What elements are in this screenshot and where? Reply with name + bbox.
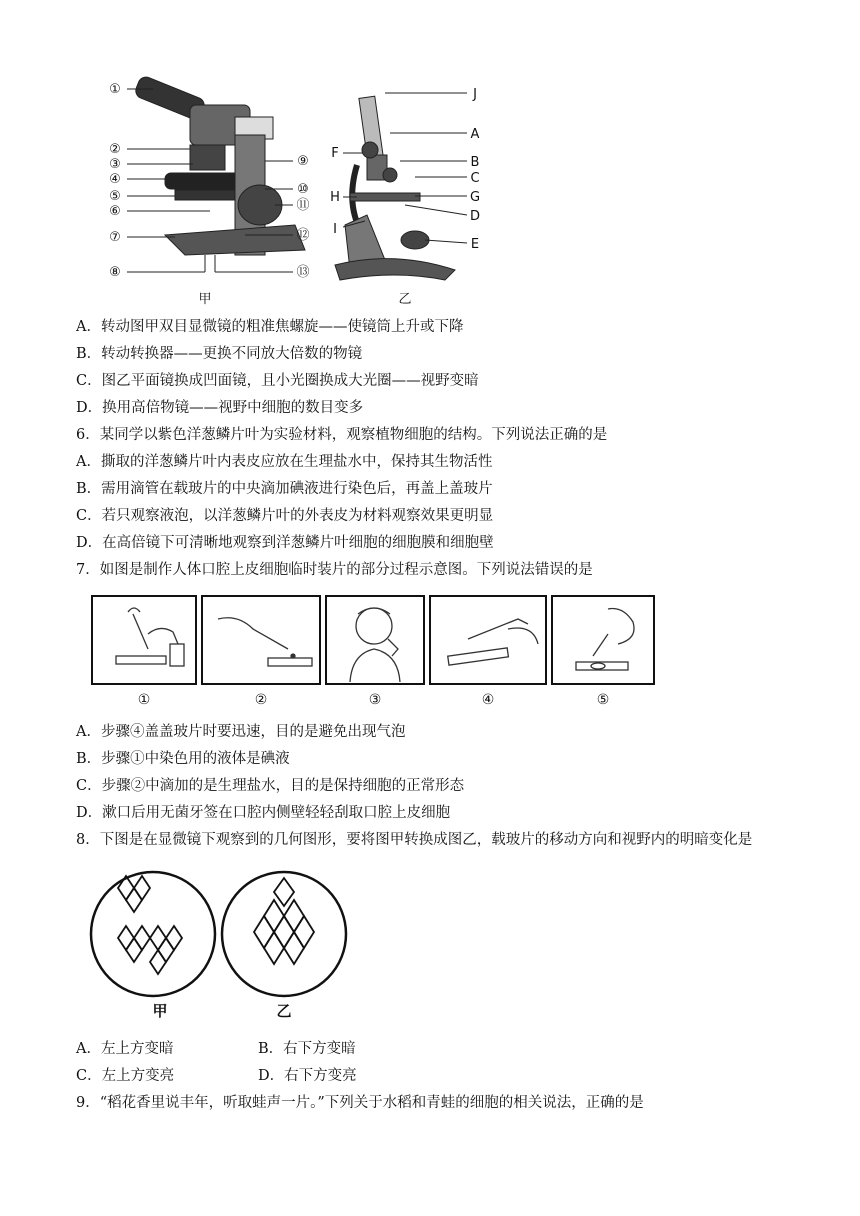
caption-yi: 乙	[398, 292, 412, 307]
label-jia-11: ⑪	[296, 198, 310, 213]
caption-field-jia: 甲	[152, 1002, 168, 1020]
q7-option-d: D．漱口后用无菌牙签在口腔内侧壁轻轻刮取口腔上皮细胞	[76, 805, 451, 821]
label-yi-I: I	[333, 222, 337, 237]
slide-procedure-figure	[88, 594, 660, 710]
field-yi-circle	[222, 872, 346, 996]
label-jia-4: ④	[109, 172, 121, 187]
label-yi-F: F	[331, 146, 339, 161]
field-of-view-diagram	[88, 860, 368, 1025]
q8-stem: 8．下图是在显微镜下观察到的几何图形，要将图甲转换成图乙，载玻片的移动方向和视野内的明暗变化是	[76, 832, 753, 848]
q8-option-b: B．右下方变暗	[258, 1041, 356, 1057]
q9-stem: 9．“稻花香里说丰年，听取蛙声一片。”下列关于水稻和青蛙的细胞的相关说法，正确的是	[76, 1095, 644, 1111]
q6-option-c: C．若只观察液泡，以洋葱鳞片叶的外表皮为材料观察效果更明显	[76, 508, 494, 524]
label-yi-G: G	[469, 190, 481, 205]
q6-option-d: D．在高倍镜下可清晰地观察到洋葱鳞片叶细胞的细胞膜和细胞壁	[76, 535, 494, 551]
q7-option-b: B．步骤①中染色用的液体是碘液	[76, 751, 290, 767]
microscope-yi-drawing	[335, 96, 455, 280]
label-yi-C: C	[470, 171, 480, 186]
q6-option-a: A．撕取的洋葱鳞片叶内表皮应放在生理盐水中，保持其生物活性	[76, 454, 493, 470]
q8-option-a: A．左上方变暗	[76, 1041, 174, 1057]
label-jia-9: ⑨	[297, 154, 309, 169]
caption-jia: 甲	[198, 292, 212, 307]
label-yi-J: J	[473, 87, 477, 102]
label-yi-D: D	[469, 209, 481, 224]
label-jia-12: ⑫	[296, 228, 310, 243]
label-jia-8: ⑧	[109, 265, 121, 280]
label-jia-3: ③	[109, 157, 121, 172]
step-5-label: ⑤	[596, 692, 610, 708]
microscope-figure	[95, 75, 505, 310]
q8-option-d: D．右下方变亮	[258, 1068, 357, 1084]
slide-procedure-diagram	[88, 594, 660, 710]
q5-option-b: B．转动转换器——更换不同放大倍数的物镜	[76, 346, 363, 362]
label-jia-1: ①	[109, 82, 121, 97]
step-5-panel	[552, 596, 654, 684]
q5-option-d: D．换用高倍物镜——视野中细胞的数目变多	[76, 400, 364, 416]
q5-option-a: A．转动图甲双目显微镜的粗准焦螺旋——使镜筒上升或下降	[76, 319, 464, 335]
step-2-label: ②	[254, 692, 268, 708]
label-jia-2: ②	[109, 142, 121, 157]
label-jia-7: ⑦	[109, 230, 121, 245]
label-jia-10: ⑩	[297, 182, 309, 197]
step-4-label: ④	[481, 692, 495, 708]
q8-option-c: C．左上方变亮	[76, 1068, 175, 1084]
field-of-view-figure	[88, 860, 368, 1025]
label-yi-A: A	[470, 127, 480, 142]
step-4-panel	[430, 596, 546, 684]
step-2-panel	[202, 596, 320, 684]
step-1-label: ①	[137, 692, 151, 708]
microscope-diagram	[95, 75, 505, 310]
hexagons-jia	[118, 876, 182, 974]
q5-option-c: C．图乙平面镜换成凹面镜，且小光圈换成大光圈——视野变暗	[76, 373, 479, 389]
hexagons-yi	[254, 878, 314, 964]
q6-stem: 6．某同学以紫色洋葱鳞片叶为实验材料，观察植物细胞的结构。下列说法正确的是	[76, 427, 608, 443]
caption-field-yi: 乙	[276, 1002, 292, 1020]
step-3-panel	[326, 596, 424, 684]
label-yi-B: B	[470, 155, 480, 170]
q7-stem: 7．如图是制作人体口腔上皮细胞临时装片的部分过程示意图。下列说法错误的是	[76, 562, 593, 578]
label-jia-6: ⑥	[109, 204, 121, 219]
microscope-jia-drawing	[133, 75, 305, 255]
label-jia-5: ⑤	[109, 189, 121, 204]
q7-option-c: C．步骤②中滴加的是生理盐水，目的是保持细胞的正常形态	[76, 778, 465, 794]
label-yi-H: H	[330, 190, 340, 205]
step-3-label: ③	[368, 692, 382, 708]
q7-option-a: A．步骤④盖盖玻片时要迅速，目的是避免出现气泡	[76, 724, 406, 740]
label-jia-13: ⑬	[296, 265, 310, 280]
label-yi-E: E	[470, 237, 480, 252]
q6-option-b: B．需用滴管在载玻片的中央滴加碘液进行染色后，再盖上盖玻片	[76, 481, 493, 497]
